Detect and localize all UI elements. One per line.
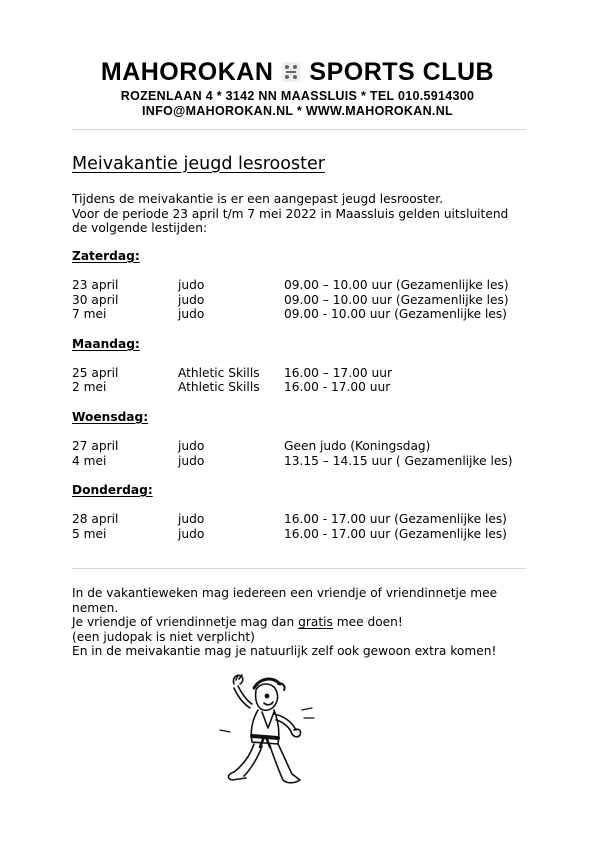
day-heading-zaterdag: Zaterdag:: [72, 249, 140, 263]
schedule-row: [72, 512, 542, 527]
header-divider: [72, 129, 526, 130]
schedule-date: 28 april: [72, 512, 119, 526]
schedule-activity: judo: [178, 293, 205, 307]
contact-line: INFO@MAHOROKAN.NL * WWW.MAHOROKAN.NL: [142, 104, 453, 118]
schedule-row: [72, 439, 542, 454]
closing-line: nemen.: [72, 600, 119, 615]
intro-line: de volgende lestijden:: [72, 221, 208, 236]
schedule-activity: judo: [178, 278, 205, 292]
schedule-time: 16.00 - 17.00 uur: [284, 380, 391, 394]
club-logo-icon: [281, 61, 301, 83]
section-divider: [72, 568, 526, 569]
schedule-date: 23 april: [72, 278, 119, 292]
schedule-row: [72, 527, 542, 542]
letterhead: [0, 55, 595, 119]
schedule-activity: Athletic Skills: [178, 366, 260, 380]
schedule-activity: Athletic Skills: [178, 380, 260, 394]
schedule-time: 16.00 - 17.00 uur (Gezamenlijke les): [284, 527, 507, 541]
schedule-row: [72, 293, 542, 308]
schedule-date: 27 april: [72, 439, 119, 453]
schedule-time: 09.00 – 10.00 uur (Gezamenlijke les): [284, 293, 509, 307]
schedule-date: 5 mei: [72, 527, 107, 541]
intro-line: Tijdens de meivakantie is er een aangepast jeugd lesrooster.: [72, 192, 444, 206]
schedule-date: 7 mei: [72, 307, 107, 321]
intro-paragraph: [72, 192, 532, 236]
club-name: [0, 55, 595, 89]
closing-line: En in de meivakantie mag je natuurlijk zelf ook gewoon extra komen!: [72, 644, 497, 659]
schedule-row: [72, 278, 542, 293]
closing-text: Je vriendje of vriendinnetje mag dan: [72, 615, 299, 630]
schedule-time: 16.00 – 17.00 uur: [284, 366, 392, 380]
schedule-activity: judo: [178, 307, 205, 321]
club-name-right: SPORTS CLUB: [309, 58, 495, 86]
day-heading-woensdag: Woensdag:: [72, 410, 149, 424]
schedule-date: 2 mei: [72, 380, 107, 394]
schedule-row: [72, 366, 542, 381]
schedule-activity: judo: [178, 527, 205, 541]
day-heading-maandag: Maandag:: [72, 337, 140, 351]
closing-text: mee doen!: [332, 615, 403, 630]
intro-line: Voor de periode 23 april t/m 7 mei 2022 in Maassluis gelden uitsluitend: [72, 206, 509, 221]
gratis-emphasis: gratis: [298, 615, 333, 630]
schedule-activity: judo: [178, 439, 205, 453]
address-line: ROZENLAAN 4 * 3142 NN MAASSLUIS * TEL 010.5914300: [120, 89, 475, 103]
page-title: Meivakantie jeugd lesrooster: [72, 154, 325, 174]
schedule-row: [72, 307, 542, 322]
schedule-row: [72, 454, 542, 469]
judoka-illustration: [216, 670, 320, 796]
schedule-date: 25 april: [72, 366, 119, 380]
schedule-activity: judo: [178, 512, 205, 526]
schedule-date: 4 mei: [72, 454, 107, 468]
schedule-time: 09.00 – 10.00 uur (Gezamenlijke les): [284, 278, 509, 292]
schedule-time: Geen judo (Koningsdag): [284, 439, 431, 453]
club-name-left: MAHOROKAN: [100, 58, 274, 86]
closing-line: In de vakantieweken mag iedereen een vriendje of vriendinnetje mee: [72, 586, 498, 600]
schedule-date: 30 april: [72, 293, 119, 307]
schedule-time: 09.00 - 10.00 uur (Gezamenlijke les): [284, 307, 507, 321]
schedule-row: [72, 380, 542, 395]
schedule-activity: judo: [178, 454, 205, 468]
schedule-time: 13.15 – 14.15 uur ( Gezamenlijke les): [284, 454, 513, 468]
closing-paragraph: [72, 586, 542, 659]
closing-line: [72, 615, 542, 630]
schedule-time: 16.00 - 17.00 uur (Gezamenlijke les): [284, 512, 507, 526]
day-heading-donderdag: Donderdag:: [72, 483, 153, 497]
closing-line: (een judopak is niet verplicht): [72, 629, 255, 644]
